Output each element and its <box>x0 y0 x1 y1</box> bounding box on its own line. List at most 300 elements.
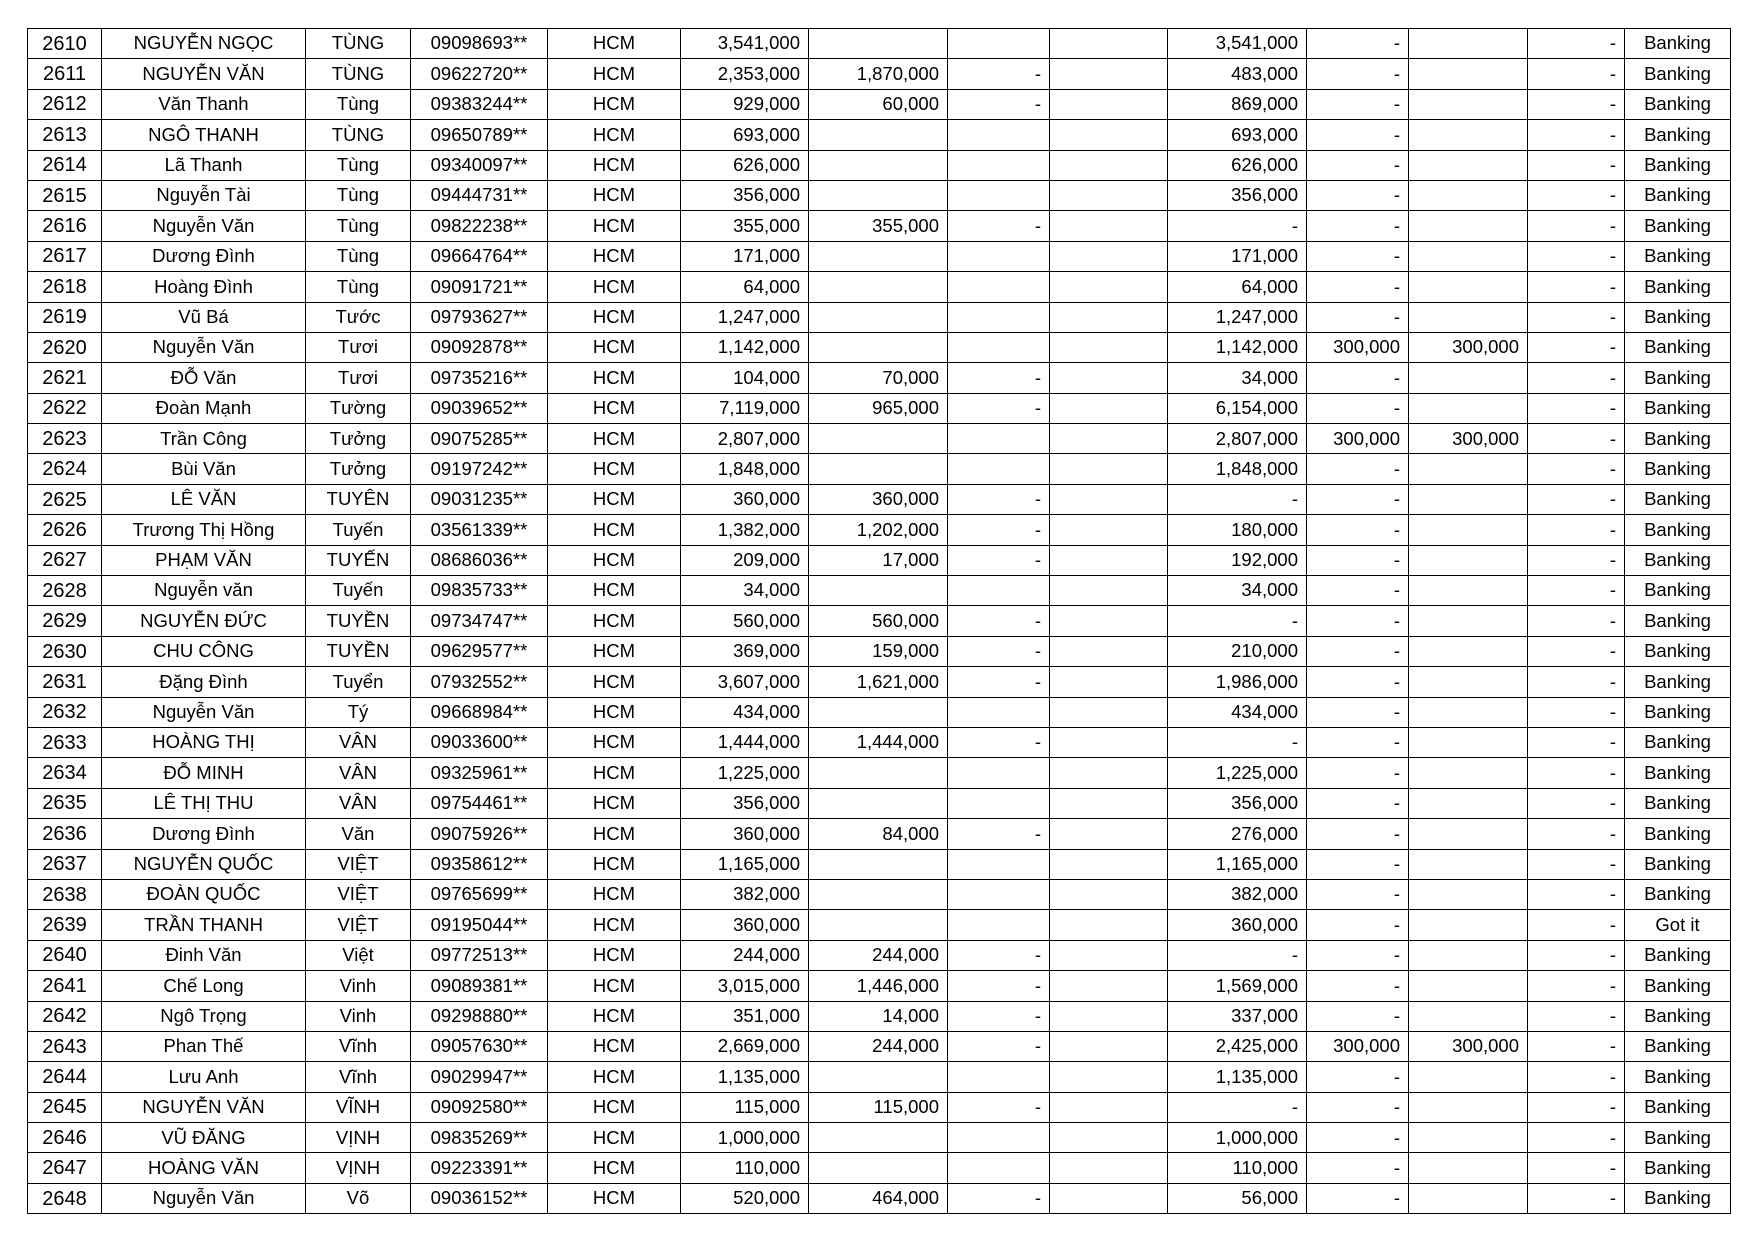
cell-amount-5: 180,000 <box>1168 515 1307 545</box>
cell-amount-4 <box>1050 180 1168 210</box>
table-row <box>28 29 1731 59</box>
cell-amount-8: - <box>1528 29 1625 59</box>
cell-amount-2: 159,000 <box>809 636 948 666</box>
table-row <box>28 849 1731 879</box>
cell-amount-5: 1,165,000 <box>1168 849 1307 879</box>
cell-amount-7 <box>1409 272 1528 302</box>
cell-amount-8: - <box>1528 1183 1625 1213</box>
cell-amount-1: 351,000 <box>681 1001 809 1031</box>
cell-ho-dem: TRẦN THANH <box>102 910 306 940</box>
cell-ten: Tươi <box>306 332 411 362</box>
cell-payment-method: Banking <box>1625 59 1731 89</box>
cell-amount-1: 3,607,000 <box>681 667 809 697</box>
cell-so-dien-thoai: 09383244** <box>411 89 548 119</box>
cell-ten: Việt <box>306 940 411 970</box>
cell-tinh: HCM <box>548 211 681 241</box>
cell-ten: Tước <box>306 302 411 332</box>
cell-stt: 2648 <box>28 1183 102 1213</box>
cell-ho-dem: NGÔ THANH <box>102 120 306 150</box>
cell-amount-6: - <box>1307 363 1409 393</box>
cell-amount-3 <box>948 788 1050 818</box>
cell-amount-7 <box>1409 545 1528 575</box>
table-row <box>28 1001 1731 1031</box>
cell-amount-7 <box>1409 879 1528 909</box>
cell-so-dien-thoai: 09075926** <box>411 819 548 849</box>
cell-amount-8: - <box>1528 636 1625 666</box>
cell-amount-6: - <box>1307 1123 1409 1153</box>
cell-amount-2: 464,000 <box>809 1183 948 1213</box>
cell-so-dien-thoai: 09033600** <box>411 727 548 757</box>
cell-ten: VIỆT <box>306 849 411 879</box>
cell-amount-6: - <box>1307 788 1409 818</box>
cell-tinh: HCM <box>548 940 681 970</box>
cell-amount-2: 355,000 <box>809 211 948 241</box>
cell-amount-7 <box>1409 819 1528 849</box>
cell-amount-2: 115,000 <box>809 1092 948 1122</box>
cell-amount-5: 64,000 <box>1168 272 1307 302</box>
cell-payment-method: Banking <box>1625 1153 1731 1183</box>
cell-ho-dem: Lã Thanh <box>102 150 306 180</box>
cell-amount-4 <box>1050 1092 1168 1122</box>
cell-amount-7: 300,000 <box>1409 332 1528 362</box>
table-row <box>28 971 1731 1001</box>
cell-amount-5: 626,000 <box>1168 150 1307 180</box>
cell-amount-4 <box>1050 606 1168 636</box>
cell-amount-6: - <box>1307 150 1409 180</box>
cell-stt: 2639 <box>28 910 102 940</box>
cell-amount-5: 483,000 <box>1168 59 1307 89</box>
cell-amount-4 <box>1050 272 1168 302</box>
cell-stt: 2638 <box>28 879 102 909</box>
cell-so-dien-thoai: 09650789** <box>411 120 548 150</box>
cell-tinh: HCM <box>548 1062 681 1092</box>
cell-ho-dem: Dương Đình <box>102 241 306 271</box>
cell-so-dien-thoai: 09664764** <box>411 241 548 271</box>
cell-amount-5: 1,000,000 <box>1168 1123 1307 1153</box>
cell-amount-8: - <box>1528 849 1625 879</box>
cell-amount-8: - <box>1528 241 1625 271</box>
cell-payment-method: Got it <box>1625 910 1731 940</box>
cell-so-dien-thoai: 09195044** <box>411 910 548 940</box>
cell-ten: VỊNH <box>306 1123 411 1153</box>
cell-so-dien-thoai: 09765699** <box>411 879 548 909</box>
cell-stt: 2644 <box>28 1062 102 1092</box>
cell-payment-method: Banking <box>1625 606 1731 636</box>
cell-ten: Tươi <box>306 363 411 393</box>
cell-so-dien-thoai: 09444731** <box>411 180 548 210</box>
cell-stt: 2629 <box>28 606 102 636</box>
cell-amount-3: - <box>948 484 1050 514</box>
cell-amount-3 <box>948 1153 1050 1183</box>
cell-payment-method: Banking <box>1625 424 1731 454</box>
cell-amount-2: 1,870,000 <box>809 59 948 89</box>
table-row <box>28 606 1731 636</box>
cell-amount-8: - <box>1528 59 1625 89</box>
cell-tinh: HCM <box>548 758 681 788</box>
cell-amount-3: - <box>948 940 1050 970</box>
cell-amount-6: - <box>1307 272 1409 302</box>
cell-ten: Vinh <box>306 1001 411 1031</box>
cell-amount-4 <box>1050 1153 1168 1183</box>
cell-amount-6: - <box>1307 1092 1409 1122</box>
table-row <box>28 636 1731 666</box>
cell-amount-8: - <box>1528 1031 1625 1061</box>
cell-amount-7 <box>1409 849 1528 879</box>
cell-amount-2 <box>809 758 948 788</box>
cell-amount-2: 965,000 <box>809 393 948 423</box>
cell-amount-8: - <box>1528 1001 1625 1031</box>
cell-amount-8: - <box>1528 606 1625 636</box>
cell-tinh: HCM <box>548 1092 681 1122</box>
cell-amount-3 <box>948 454 1050 484</box>
cell-ho-dem: Vũ Bá <box>102 302 306 332</box>
cell-amount-8: - <box>1528 910 1625 940</box>
cell-so-dien-thoai: 09793627** <box>411 302 548 332</box>
cell-ho-dem: Dương Đình <box>102 819 306 849</box>
cell-amount-3 <box>948 150 1050 180</box>
cell-tinh: HCM <box>548 545 681 575</box>
cell-amount-5: 1,142,000 <box>1168 332 1307 362</box>
cell-tinh: HCM <box>548 697 681 727</box>
table-row <box>28 727 1731 757</box>
cell-amount-7 <box>1409 727 1528 757</box>
cell-amount-3 <box>948 910 1050 940</box>
cell-payment-method: Banking <box>1625 454 1731 484</box>
cell-amount-2 <box>809 1062 948 1092</box>
cell-amount-2: 244,000 <box>809 1031 948 1061</box>
cell-amount-4 <box>1050 29 1168 59</box>
cell-amount-2: 1,444,000 <box>809 727 948 757</box>
cell-payment-method: Banking <box>1625 332 1731 362</box>
cell-amount-5: 693,000 <box>1168 120 1307 150</box>
cell-amount-5: 356,000 <box>1168 180 1307 210</box>
cell-amount-7 <box>1409 1183 1528 1213</box>
cell-amount-3: - <box>948 667 1050 697</box>
cell-ten: TUYỀN <box>306 606 411 636</box>
cell-ten: Tùng <box>306 180 411 210</box>
table-row <box>28 1092 1731 1122</box>
cell-stt: 2625 <box>28 484 102 514</box>
cell-amount-2 <box>809 120 948 150</box>
cell-amount-8: - <box>1528 727 1625 757</box>
cell-stt: 2627 <box>28 545 102 575</box>
cell-amount-8: - <box>1528 758 1625 788</box>
cell-ten: Văn <box>306 819 411 849</box>
cell-amount-4 <box>1050 1123 1168 1153</box>
cell-amount-4 <box>1050 1001 1168 1031</box>
table-row <box>28 332 1731 362</box>
cell-amount-7 <box>1409 697 1528 727</box>
cell-amount-6: 300,000 <box>1307 332 1409 362</box>
cell-ten: Vĩnh <box>306 1062 411 1092</box>
cell-amount-8: - <box>1528 697 1625 727</box>
cell-amount-2: 560,000 <box>809 606 948 636</box>
cell-amount-6: - <box>1307 89 1409 119</box>
cell-amount-3: - <box>948 1031 1050 1061</box>
cell-payment-method: Banking <box>1625 1062 1731 1092</box>
cell-ten: Tuyến <box>306 576 411 606</box>
cell-ho-dem: Đoàn Mạnh <box>102 393 306 423</box>
cell-amount-4 <box>1050 59 1168 89</box>
cell-ho-dem: HOÀNG VĂN <box>102 1153 306 1183</box>
cell-amount-2: 17,000 <box>809 545 948 575</box>
cell-amount-7 <box>1409 910 1528 940</box>
cell-amount-2: 1,621,000 <box>809 667 948 697</box>
cell-amount-2: 360,000 <box>809 484 948 514</box>
cell-so-dien-thoai: 09835269** <box>411 1123 548 1153</box>
cell-amount-4 <box>1050 636 1168 666</box>
cell-amount-7 <box>1409 1062 1528 1092</box>
cell-amount-6: - <box>1307 29 1409 59</box>
cell-amount-6: - <box>1307 636 1409 666</box>
cell-stt: 2612 <box>28 89 102 119</box>
cell-so-dien-thoai: 09089381** <box>411 971 548 1001</box>
table-row <box>28 120 1731 150</box>
cell-stt: 2635 <box>28 788 102 818</box>
cell-amount-1: 382,000 <box>681 879 809 909</box>
cell-stt: 2626 <box>28 515 102 545</box>
cell-amount-1: 626,000 <box>681 150 809 180</box>
table-row <box>28 180 1731 210</box>
cell-ten: Tuyến <box>306 515 411 545</box>
cell-amount-2 <box>809 180 948 210</box>
table-row <box>28 758 1731 788</box>
cell-amount-6: - <box>1307 606 1409 636</box>
cell-ho-dem: Nguyễn Văn <box>102 1183 306 1213</box>
cell-amount-8: - <box>1528 150 1625 180</box>
cell-amount-7 <box>1409 606 1528 636</box>
cell-payment-method: Banking <box>1625 150 1731 180</box>
cell-amount-1: 209,000 <box>681 545 809 575</box>
cell-amount-3: - <box>948 727 1050 757</box>
cell-tinh: HCM <box>548 849 681 879</box>
cell-stt: 2633 <box>28 727 102 757</box>
cell-ten: TUYỀN <box>306 636 411 666</box>
cell-ho-dem: Lưu Anh <box>102 1062 306 1092</box>
cell-amount-4 <box>1050 1062 1168 1092</box>
cell-amount-5: 2,807,000 <box>1168 424 1307 454</box>
cell-ho-dem: Nguyễn Văn <box>102 697 306 727</box>
cell-payment-method: Banking <box>1625 484 1731 514</box>
cell-amount-1: 434,000 <box>681 697 809 727</box>
cell-amount-4 <box>1050 302 1168 332</box>
cell-amount-5: 192,000 <box>1168 545 1307 575</box>
cell-amount-7 <box>1409 59 1528 89</box>
cell-amount-6: - <box>1307 454 1409 484</box>
cell-payment-method: Banking <box>1625 241 1731 271</box>
cell-amount-2 <box>809 272 948 302</box>
cell-amount-2 <box>809 29 948 59</box>
cell-tinh: HCM <box>548 332 681 362</box>
cell-amount-5: 869,000 <box>1168 89 1307 119</box>
cell-payment-method: Banking <box>1625 849 1731 879</box>
cell-amount-1: 360,000 <box>681 484 809 514</box>
cell-amount-1: 64,000 <box>681 272 809 302</box>
cell-amount-8: - <box>1528 1123 1625 1153</box>
cell-amount-4 <box>1050 819 1168 849</box>
cell-ten: VĨNH <box>306 1092 411 1122</box>
cell-so-dien-thoai: 09629577** <box>411 636 548 666</box>
cell-tinh: HCM <box>548 910 681 940</box>
cell-ten: Tùng <box>306 150 411 180</box>
cell-ho-dem: Nguyễn Văn <box>102 332 306 362</box>
cell-ten: Võ <box>306 1183 411 1213</box>
cell-amount-5: 276,000 <box>1168 819 1307 849</box>
cell-ten: TÙNG <box>306 59 411 89</box>
cell-stt: 2630 <box>28 636 102 666</box>
cell-amount-3: - <box>948 606 1050 636</box>
cell-amount-1: 2,807,000 <box>681 424 809 454</box>
cell-amount-3 <box>948 758 1050 788</box>
cell-amount-7 <box>1409 971 1528 1001</box>
cell-amount-2: 1,202,000 <box>809 515 948 545</box>
cell-amount-4 <box>1050 1183 1168 1213</box>
cell-amount-2 <box>809 576 948 606</box>
table-row <box>28 576 1731 606</box>
cell-amount-3: - <box>948 363 1050 393</box>
cell-amount-3: - <box>948 971 1050 1001</box>
cell-amount-4 <box>1050 363 1168 393</box>
cell-amount-1: 355,000 <box>681 211 809 241</box>
cell-amount-8: - <box>1528 667 1625 697</box>
cell-amount-8: - <box>1528 332 1625 362</box>
cell-amount-3: - <box>948 515 1050 545</box>
cell-stt: 2628 <box>28 576 102 606</box>
cell-amount-5: - <box>1168 484 1307 514</box>
table-row <box>28 59 1731 89</box>
cell-stt: 2641 <box>28 971 102 1001</box>
cell-ten: TÙNG <box>306 29 411 59</box>
cell-so-dien-thoai: 09822238** <box>411 211 548 241</box>
table-body <box>28 29 1731 1214</box>
table-row <box>28 150 1731 180</box>
cell-amount-3 <box>948 424 1050 454</box>
cell-amount-7 <box>1409 576 1528 606</box>
table-row <box>28 515 1731 545</box>
cell-payment-method: Banking <box>1625 180 1731 210</box>
cell-amount-6: - <box>1307 302 1409 332</box>
cell-tinh: HCM <box>548 1153 681 1183</box>
table-row <box>28 667 1731 697</box>
cell-amount-5: - <box>1168 940 1307 970</box>
cell-payment-method: Banking <box>1625 758 1731 788</box>
cell-so-dien-thoai: 09298880** <box>411 1001 548 1031</box>
cell-amount-6: - <box>1307 241 1409 271</box>
cell-ho-dem: PHẠM VĂN <box>102 545 306 575</box>
cell-amount-6: - <box>1307 879 1409 909</box>
cell-amount-6: - <box>1307 484 1409 514</box>
cell-amount-1: 1,165,000 <box>681 849 809 879</box>
cell-amount-8: - <box>1528 940 1625 970</box>
cell-payment-method: Banking <box>1625 971 1731 1001</box>
cell-amount-1: 360,000 <box>681 910 809 940</box>
cell-amount-4 <box>1050 667 1168 697</box>
cell-amount-4 <box>1050 576 1168 606</box>
cell-amount-5: - <box>1168 727 1307 757</box>
cell-ho-dem: NGUYỄN ĐỨC <box>102 606 306 636</box>
table-row <box>28 363 1731 393</box>
cell-amount-4 <box>1050 424 1168 454</box>
cell-amount-6: - <box>1307 727 1409 757</box>
table-row <box>28 545 1731 575</box>
cell-amount-1: 1,247,000 <box>681 302 809 332</box>
cell-ten: TÙNG <box>306 120 411 150</box>
cell-amount-2: 244,000 <box>809 940 948 970</box>
cell-amount-1: 560,000 <box>681 606 809 636</box>
cell-tinh: HCM <box>548 89 681 119</box>
cell-amount-1: 1,000,000 <box>681 1123 809 1153</box>
cell-amount-4 <box>1050 758 1168 788</box>
cell-so-dien-thoai: 09340097** <box>411 150 548 180</box>
cell-stt: 2631 <box>28 667 102 697</box>
cell-amount-3: - <box>948 636 1050 666</box>
cell-amount-7 <box>1409 1153 1528 1183</box>
table-row <box>28 393 1731 423</box>
cell-ho-dem: Bùi Văn <box>102 454 306 484</box>
cell-amount-4 <box>1050 211 1168 241</box>
cell-amount-8: - <box>1528 211 1625 241</box>
cell-amount-6: - <box>1307 819 1409 849</box>
cell-payment-method: Banking <box>1625 667 1731 697</box>
cell-ho-dem: NGUYỄN VĂN <box>102 1092 306 1122</box>
cell-amount-5: 337,000 <box>1168 1001 1307 1031</box>
cell-payment-method: Banking <box>1625 545 1731 575</box>
cell-so-dien-thoai: 09754461** <box>411 788 548 818</box>
cell-ho-dem: Văn Thanh <box>102 89 306 119</box>
cell-amount-3 <box>948 879 1050 909</box>
cell-ho-dem: ĐỖ Văn <box>102 363 306 393</box>
cell-tinh: HCM <box>548 788 681 818</box>
cell-stt: 2610 <box>28 29 102 59</box>
cell-amount-8: - <box>1528 363 1625 393</box>
cell-so-dien-thoai: 09092878** <box>411 332 548 362</box>
cell-amount-2 <box>809 910 948 940</box>
cell-so-dien-thoai: 09029947** <box>411 1062 548 1092</box>
cell-amount-6: - <box>1307 1001 1409 1031</box>
cell-amount-1: 929,000 <box>681 89 809 119</box>
cell-amount-2 <box>809 697 948 727</box>
cell-ten: VÂN <box>306 788 411 818</box>
cell-ten: Tùng <box>306 89 411 119</box>
table-row <box>28 454 1731 484</box>
cell-ho-dem: NGUYỄN VĂN <box>102 59 306 89</box>
cell-payment-method: Banking <box>1625 727 1731 757</box>
cell-amount-8: - <box>1528 484 1625 514</box>
cell-amount-1: 3,015,000 <box>681 971 809 1001</box>
cell-amount-3: - <box>948 89 1050 119</box>
cell-amount-2 <box>809 879 948 909</box>
cell-tinh: HCM <box>548 636 681 666</box>
cell-payment-method: Banking <box>1625 576 1731 606</box>
cell-amount-2 <box>809 1153 948 1183</box>
cell-amount-6: - <box>1307 545 1409 575</box>
cell-ho-dem: Ngô Trọng <box>102 1001 306 1031</box>
cell-ho-dem: ĐỖ MINH <box>102 758 306 788</box>
cell-amount-4 <box>1050 971 1168 1001</box>
cell-amount-3 <box>948 849 1050 879</box>
cell-amount-4 <box>1050 697 1168 727</box>
cell-tinh: HCM <box>548 515 681 545</box>
cell-ten: Tùng <box>306 272 411 302</box>
cell-amount-8: - <box>1528 424 1625 454</box>
cell-ho-dem: Đặng Đình <box>102 667 306 697</box>
cell-stt: 2646 <box>28 1123 102 1153</box>
cell-ten: VÂN <box>306 727 411 757</box>
cell-amount-5: 56,000 <box>1168 1183 1307 1213</box>
cell-amount-7 <box>1409 667 1528 697</box>
cell-ho-dem: CHU CÔNG <box>102 636 306 666</box>
cell-amount-4 <box>1050 454 1168 484</box>
